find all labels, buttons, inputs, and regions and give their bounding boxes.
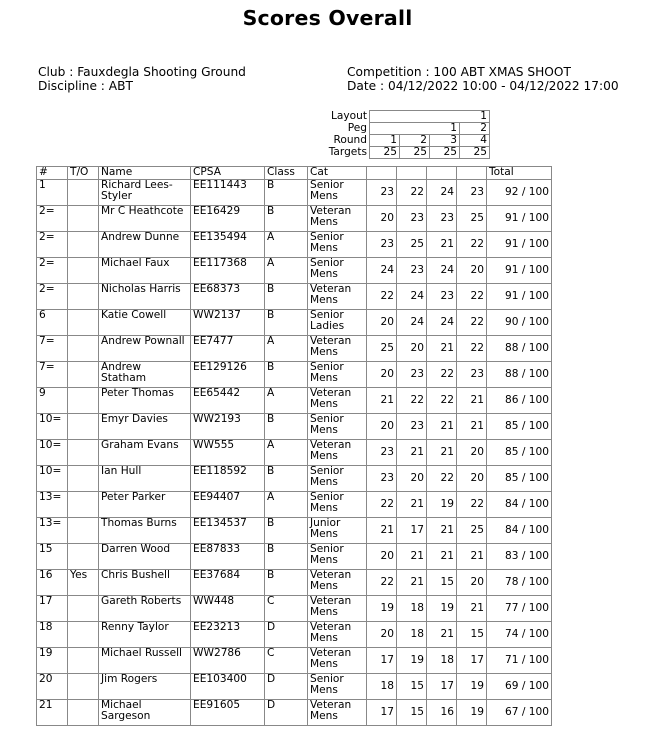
cpsa-cell: EE118592 — [191, 466, 265, 492]
round-value: 1 — [370, 135, 400, 147]
table-row — [37, 336, 552, 362]
name-cell: Ian Hull — [99, 466, 191, 492]
score-cell: 17 — [397, 518, 427, 544]
category-cell: Veteran Mens — [308, 622, 367, 648]
cpsa-cell: EE94407 — [191, 492, 265, 518]
targets-value: 25 — [400, 147, 430, 159]
score-cell: 21 — [367, 388, 397, 414]
score-cell: 20 — [367, 206, 397, 232]
category-cell: Veteran Mens — [308, 570, 367, 596]
score-cell: 20 — [457, 466, 487, 492]
peg-row — [320, 123, 490, 135]
score-cell: 22 — [397, 388, 427, 414]
score-cell: 22 — [367, 284, 397, 310]
position-cell: 13= — [37, 518, 68, 544]
cpsa-cell: EE65442 — [191, 388, 265, 414]
total-cell: 91 / 100 — [487, 258, 552, 284]
score-cell: 23 — [457, 180, 487, 206]
total-cell: 90 / 100 — [487, 310, 552, 336]
score-cell: 19 — [397, 648, 427, 674]
class-cell: A — [265, 258, 308, 284]
takeoff-cell — [68, 414, 99, 440]
class-cell: B — [265, 518, 308, 544]
table-row — [37, 544, 552, 570]
score-cell: 21 — [427, 544, 457, 570]
class-cell: B — [265, 284, 308, 310]
table-row — [37, 310, 552, 336]
score-cell: 15 — [397, 700, 427, 726]
category-cell: Senior Mens — [308, 492, 367, 518]
takeoff-cell — [68, 700, 99, 726]
score-cell: 21 — [457, 596, 487, 622]
name-cell: Peter Parker — [99, 492, 191, 518]
takeoff-cell — [68, 622, 99, 648]
score-cell: 23 — [367, 466, 397, 492]
score-cell: 17 — [367, 700, 397, 726]
score-cell: 20 — [457, 258, 487, 284]
targets-label: Targets — [328, 146, 367, 158]
category-cell: Veteran Mens — [308, 648, 367, 674]
score-cell: 21 — [427, 440, 457, 466]
name-cell: Andrew Dunne — [99, 232, 191, 258]
score-cell: 25 — [367, 336, 397, 362]
peg-label: Peg — [347, 122, 367, 134]
score-cell: 18 — [367, 674, 397, 700]
date-label: Date : 04/12/2022 10:00 - 04/12/2022 17:00 — [347, 78, 619, 93]
layout-value: 1 — [370, 111, 490, 123]
round-row — [320, 135, 490, 147]
table-row — [37, 492, 552, 518]
category-cell: Veteran Mens — [308, 388, 367, 414]
name-cell: Jim Rogers — [99, 674, 191, 700]
class-cell: B — [265, 310, 308, 336]
table-row — [37, 284, 552, 310]
cpsa-cell: EE23213 — [191, 622, 265, 648]
position-cell: 7= — [37, 336, 68, 362]
score-cell: 22 — [457, 492, 487, 518]
class-cell: D — [265, 674, 308, 700]
table-row — [37, 518, 552, 544]
total-cell: 84 / 100 — [487, 492, 552, 518]
class-cell: C — [265, 648, 308, 674]
takeoff-cell — [68, 388, 99, 414]
position-cell: 6 — [37, 310, 68, 336]
takeoff-cell: Yes — [68, 570, 99, 596]
cpsa-cell: EE68373 — [191, 284, 265, 310]
page-title: Scores Overall — [242, 6, 413, 30]
takeoff-cell — [68, 362, 99, 388]
name-cell: Gareth Roberts — [99, 596, 191, 622]
score-cell: 21 — [427, 414, 457, 440]
category-cell: Senior Mens — [308, 674, 367, 700]
club-label: Club : Fauxdegla Shooting Ground — [38, 65, 246, 79]
score-cell: 20 — [367, 544, 397, 570]
total-cell: 91 / 100 — [487, 206, 552, 232]
layout-row — [320, 111, 490, 123]
score-cell: 24 — [427, 180, 457, 206]
takeoff-cell — [68, 284, 99, 310]
position-cell: 20 — [37, 674, 68, 700]
position-cell: 2= — [37, 232, 68, 258]
name-cell: Michael Sargeson — [99, 700, 191, 726]
table-row — [37, 648, 552, 674]
score-cell: 20 — [367, 414, 397, 440]
category-cell: Senior Mens — [308, 232, 367, 258]
category-cell: Senior Mens — [308, 180, 367, 206]
total-cell: 91 / 100 — [487, 232, 552, 258]
position-cell: 7= — [37, 362, 68, 388]
name-cell: Richard Lees-Styler — [99, 180, 191, 206]
score-cell: 23 — [427, 206, 457, 232]
score-cell: 25 — [457, 206, 487, 232]
score-cell: 18 — [397, 622, 427, 648]
name-cell: Renny Taylor — [99, 622, 191, 648]
score-cell: 21 — [367, 518, 397, 544]
position-cell: 9 — [37, 388, 68, 414]
category-cell: Senior Mens — [308, 466, 367, 492]
cpsa-cell: EE91605 — [191, 700, 265, 726]
table-row — [37, 206, 552, 232]
score-cell: 23 — [397, 362, 427, 388]
position-cell: 16 — [37, 570, 68, 596]
score-cell: 22 — [367, 492, 397, 518]
layout-label: Layout — [330, 110, 367, 122]
takeoff-cell — [68, 518, 99, 544]
table-row — [37, 414, 552, 440]
position-cell: 2= — [37, 258, 68, 284]
total-cell: 78 / 100 — [487, 570, 552, 596]
table-row — [37, 466, 552, 492]
total-cell: 85 / 100 — [487, 440, 552, 466]
class-cell: D — [265, 700, 308, 726]
score-cell: 23 — [367, 232, 397, 258]
total-cell: 67 / 100 — [487, 700, 552, 726]
name-cell: Thomas Burns — [99, 518, 191, 544]
class-cell: B — [265, 206, 308, 232]
peg-value: 1 — [370, 123, 460, 135]
score-cell: 22 — [457, 336, 487, 362]
category-cell: Veteran Mens — [308, 336, 367, 362]
name-cell: Andrew Statham — [99, 362, 191, 388]
total-cell: 77 / 100 — [487, 596, 552, 622]
score-cell: 18 — [427, 648, 457, 674]
targets-value: 25 — [460, 147, 490, 159]
takeoff-cell — [68, 466, 99, 492]
round-label: Round — [333, 134, 367, 146]
round-value: 3 — [430, 135, 460, 147]
position-cell: 10= — [37, 440, 68, 466]
category-cell: Senior Mens — [308, 362, 367, 388]
total-cell: 86 / 100 — [487, 388, 552, 414]
total-cell: 74 / 100 — [487, 622, 552, 648]
table-row — [37, 622, 552, 648]
name-cell: Michael Russell — [99, 648, 191, 674]
table-row — [37, 232, 552, 258]
cpsa-cell: EE117368 — [191, 258, 265, 284]
score-cell: 21 — [427, 518, 457, 544]
total-cell: 71 / 100 — [487, 648, 552, 674]
takeoff-cell — [68, 258, 99, 284]
score-cell: 24 — [427, 258, 457, 284]
table-row — [37, 674, 552, 700]
score-cell: 21 — [457, 388, 487, 414]
score-cell: 22 — [427, 362, 457, 388]
table-row — [37, 258, 552, 284]
score-cell: 23 — [397, 258, 427, 284]
col-header-class: Class — [265, 167, 308, 180]
name-cell: Darren Wood — [99, 544, 191, 570]
col-header-score — [367, 167, 397, 180]
class-cell: B — [265, 362, 308, 388]
score-cell: 21 — [397, 570, 427, 596]
round-header-table — [320, 110, 490, 159]
score-cell: 20 — [457, 570, 487, 596]
score-cell: 20 — [397, 466, 427, 492]
class-cell: A — [265, 232, 308, 258]
position-cell: 13= — [37, 492, 68, 518]
score-cell: 23 — [397, 414, 427, 440]
score-cell: 15 — [427, 570, 457, 596]
cpsa-cell: WW2193 — [191, 414, 265, 440]
score-cell: 24 — [397, 284, 427, 310]
takeoff-cell — [68, 310, 99, 336]
score-cell: 21 — [427, 622, 457, 648]
takeoff-cell — [68, 596, 99, 622]
score-cell: 21 — [397, 492, 427, 518]
category-cell: Senior Mens — [308, 258, 367, 284]
col-header-to: T/O — [68, 167, 99, 180]
class-cell: B — [265, 570, 308, 596]
cpsa-cell: EE37684 — [191, 570, 265, 596]
score-cell: 15 — [397, 674, 427, 700]
score-cell: 21 — [397, 440, 427, 466]
round-value: 2 — [400, 135, 430, 147]
score-cell: 25 — [397, 232, 427, 258]
class-cell: A — [265, 440, 308, 466]
table-row — [37, 570, 552, 596]
score-cell: 24 — [427, 310, 457, 336]
class-cell: A — [265, 388, 308, 414]
position-cell: 18 — [37, 622, 68, 648]
takeoff-cell — [68, 492, 99, 518]
score-cell: 17 — [457, 648, 487, 674]
targets-row — [320, 147, 490, 159]
table-row — [37, 388, 552, 414]
table-row — [37, 700, 552, 726]
cpsa-cell: WW555 — [191, 440, 265, 466]
col-header-pos: # — [37, 167, 68, 180]
col-header-cat: Cat — [308, 167, 367, 180]
score-cell: 19 — [457, 674, 487, 700]
score-cell: 22 — [427, 466, 457, 492]
class-cell: A — [265, 492, 308, 518]
takeoff-cell — [68, 232, 99, 258]
score-cell: 21 — [427, 336, 457, 362]
table-row — [37, 180, 552, 206]
category-cell: Veteran Mens — [308, 596, 367, 622]
cpsa-cell: EE135494 — [191, 232, 265, 258]
peg-value: 2 — [460, 123, 490, 135]
score-cell: 21 — [427, 232, 457, 258]
round-value: 4 — [460, 135, 490, 147]
name-cell: Emyr Davies — [99, 414, 191, 440]
class-cell: A — [265, 336, 308, 362]
takeoff-cell — [68, 206, 99, 232]
category-cell: Veteran Mens — [308, 440, 367, 466]
class-cell: B — [265, 180, 308, 206]
total-cell: 88 / 100 — [487, 336, 552, 362]
score-cell: 22 — [397, 180, 427, 206]
score-cell: 20 — [457, 440, 487, 466]
score-cell: 22 — [367, 570, 397, 596]
total-cell: 83 / 100 — [487, 544, 552, 570]
targets-value: 25 — [370, 147, 400, 159]
total-cell: 88 / 100 — [487, 362, 552, 388]
cpsa-cell: WW2137 — [191, 310, 265, 336]
total-cell: 85 / 100 — [487, 466, 552, 492]
score-cell: 22 — [457, 232, 487, 258]
name-cell: Andrew Pownall — [99, 336, 191, 362]
score-cell: 24 — [397, 310, 427, 336]
score-cell: 16 — [427, 700, 457, 726]
class-cell: B — [265, 414, 308, 440]
results-table — [36, 166, 552, 726]
class-cell: C — [265, 596, 308, 622]
takeoff-cell — [68, 648, 99, 674]
score-cell: 20 — [367, 622, 397, 648]
name-cell: Graham Evans — [99, 440, 191, 466]
total-cell: 92 / 100 — [487, 180, 552, 206]
competition-label: Competition : 100 ABT XMAS SHOOT — [347, 65, 571, 79]
total-cell: 69 / 100 — [487, 674, 552, 700]
total-cell: 84 / 100 — [487, 518, 552, 544]
score-cell: 20 — [397, 336, 427, 362]
position-cell: 10= — [37, 414, 68, 440]
score-cell: 23 — [367, 180, 397, 206]
col-header-cpsa: CPSA — [191, 167, 265, 180]
score-cell: 20 — [367, 362, 397, 388]
cpsa-cell: EE87833 — [191, 544, 265, 570]
col-header-score — [397, 167, 427, 180]
takeoff-cell — [68, 180, 99, 206]
cpsa-cell: EE7477 — [191, 336, 265, 362]
position-cell: 17 — [37, 596, 68, 622]
score-cell: 19 — [427, 596, 457, 622]
score-cell: 23 — [427, 284, 457, 310]
name-cell: Chris Bushell — [99, 570, 191, 596]
score-cell: 23 — [457, 362, 487, 388]
score-cell: 21 — [457, 414, 487, 440]
position-cell: 21 — [37, 700, 68, 726]
cpsa-cell: EE129126 — [191, 362, 265, 388]
name-cell: Katie Cowell — [99, 310, 191, 336]
col-header-score — [457, 167, 487, 180]
cpsa-cell: EE134537 — [191, 518, 265, 544]
score-cell: 23 — [397, 206, 427, 232]
takeoff-cell — [68, 336, 99, 362]
score-cell: 17 — [367, 648, 397, 674]
score-cell: 22 — [457, 284, 487, 310]
takeoff-cell — [68, 544, 99, 570]
cpsa-cell: EE103400 — [191, 674, 265, 700]
name-cell: Mr C Heathcote — [99, 206, 191, 232]
name-cell: Nicholas Harris — [99, 284, 191, 310]
position-cell: 2= — [37, 284, 68, 310]
col-header-total: Total — [487, 167, 552, 180]
score-cell: 15 — [457, 622, 487, 648]
score-cell: 19 — [367, 596, 397, 622]
category-cell: Junior Mens — [308, 518, 367, 544]
position-cell: 15 — [37, 544, 68, 570]
category-cell: Veteran Mens — [308, 206, 367, 232]
cpsa-cell: WW448 — [191, 596, 265, 622]
table-row — [37, 440, 552, 466]
class-cell: B — [265, 544, 308, 570]
cpsa-cell: WW2786 — [191, 648, 265, 674]
position-cell: 19 — [37, 648, 68, 674]
cpsa-cell: EE111443 — [191, 180, 265, 206]
results-header-row — [37, 167, 552, 180]
score-cell: 22 — [457, 310, 487, 336]
table-row — [37, 362, 552, 388]
position-cell: 10= — [37, 466, 68, 492]
category-cell: Senior Mens — [308, 544, 367, 570]
score-cell: 21 — [397, 544, 427, 570]
position-cell: 1 — [37, 180, 68, 206]
total-cell: 85 / 100 — [487, 414, 552, 440]
score-cell: 22 — [427, 388, 457, 414]
cpsa-cell: EE16429 — [191, 206, 265, 232]
score-cell: 23 — [367, 440, 397, 466]
total-cell: 91 / 100 — [487, 284, 552, 310]
targets-value: 25 — [430, 147, 460, 159]
discipline-label: Discipline : ABT — [38, 78, 133, 93]
class-cell: B — [265, 466, 308, 492]
class-cell: D — [265, 622, 308, 648]
col-header-score — [427, 167, 457, 180]
score-cell: 19 — [457, 700, 487, 726]
category-cell: Veteran Mens — [308, 284, 367, 310]
table-row — [37, 596, 552, 622]
takeoff-cell — [68, 440, 99, 466]
name-cell: Michael Faux — [99, 258, 191, 284]
category-cell: Veteran Mens — [308, 700, 367, 726]
col-header-name: Name — [99, 167, 191, 180]
score-cell: 17 — [427, 674, 457, 700]
score-cell: 19 — [427, 492, 457, 518]
meta-left — [38, 66, 246, 93]
takeoff-cell — [68, 674, 99, 700]
category-cell: Senior Ladies — [308, 310, 367, 336]
score-cell: 21 — [457, 544, 487, 570]
name-cell: Peter Thomas — [99, 388, 191, 414]
score-cell: 20 — [367, 310, 397, 336]
score-cell: 24 — [367, 258, 397, 284]
position-cell: 2= — [37, 206, 68, 232]
category-cell: Senior Mens — [308, 414, 367, 440]
score-cell: 25 — [457, 518, 487, 544]
meta-right — [347, 66, 619, 93]
score-cell: 18 — [397, 596, 427, 622]
